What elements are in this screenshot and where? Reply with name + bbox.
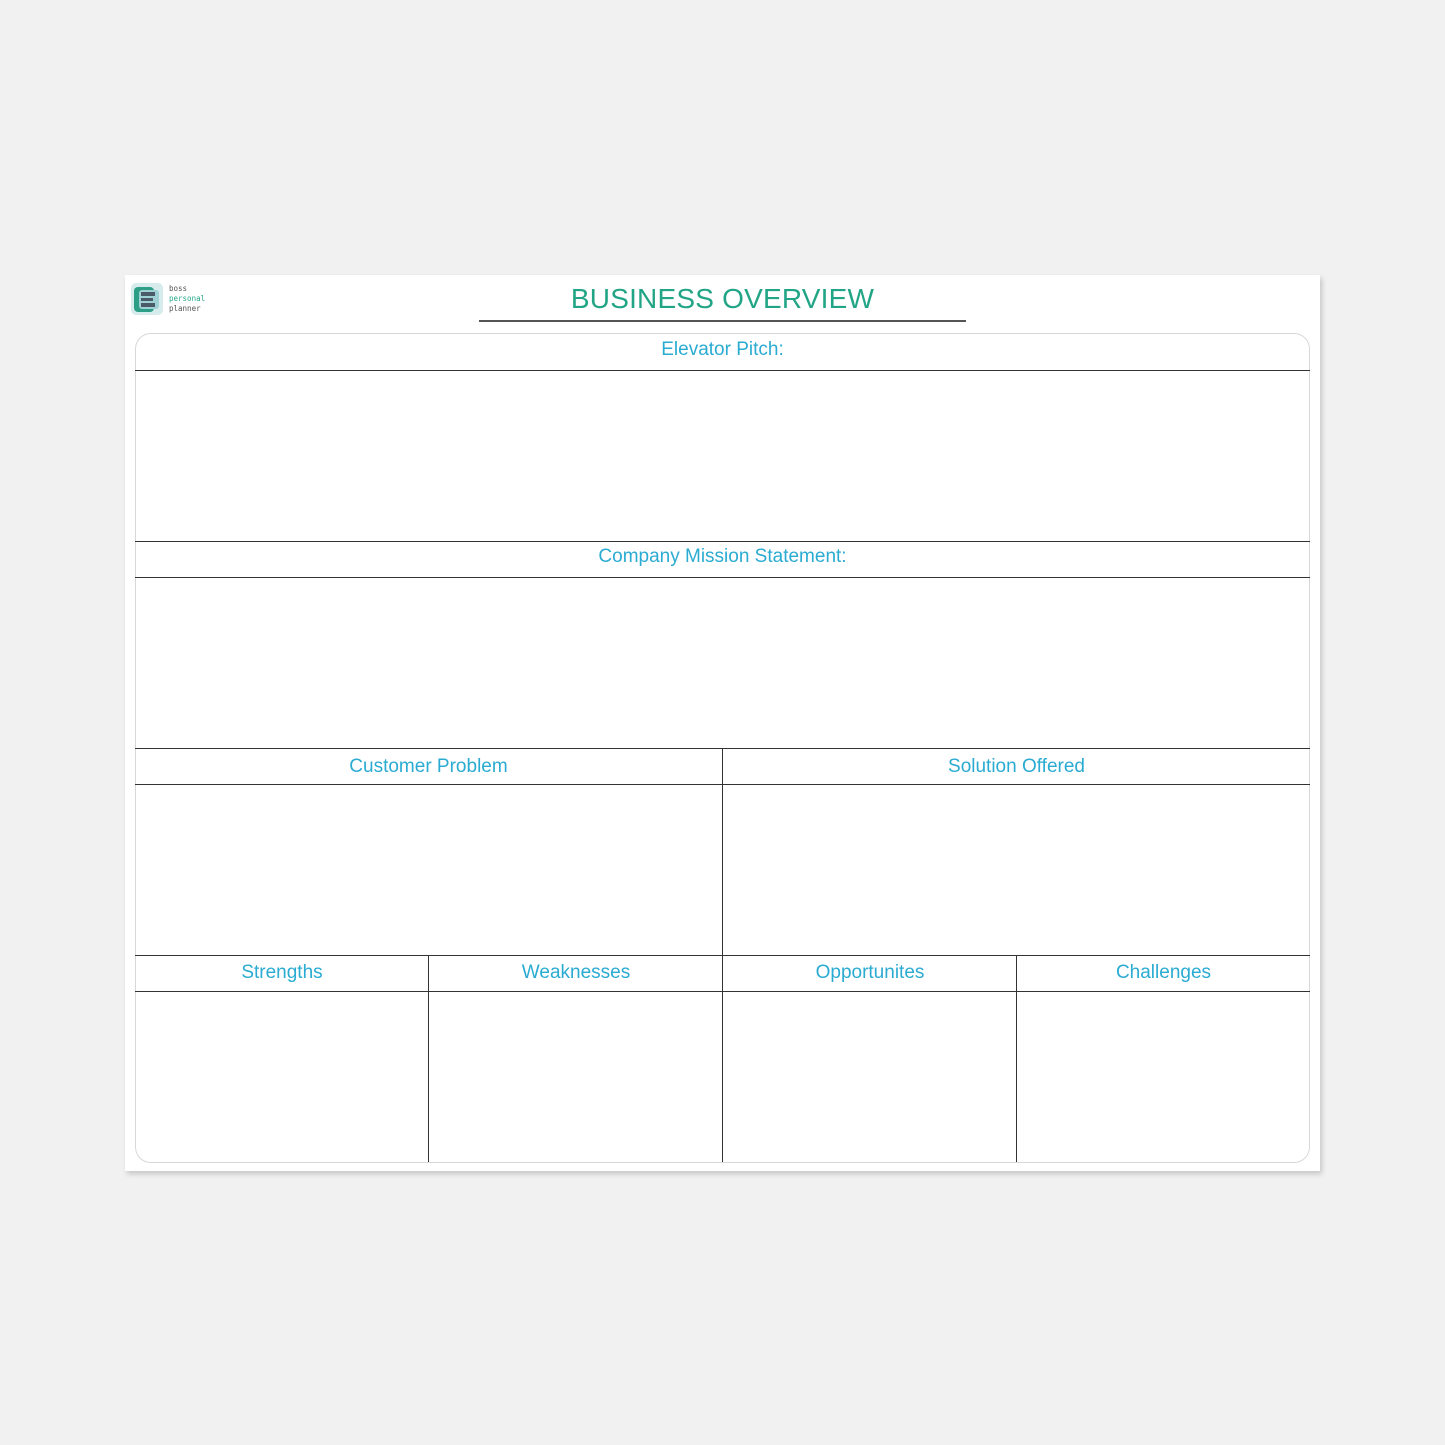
challenges-area[interactable] [1017,992,1309,1161]
solution-offered-area[interactable] [723,785,1310,955]
weaknesses-area[interactable] [429,992,722,1161]
elevator-pitch-label: Elevator Pitch: [661,339,784,360]
title-underline [479,320,966,322]
page-title: BUSINESS OVERVIEW [570,283,875,314]
opportunities-area[interactable] [723,992,1016,1161]
strengths-area[interactable] [135,992,428,1161]
customer-problem-area[interactable] [135,785,722,955]
weaknesses-label: Weaknesses [521,962,631,983]
elevator-pitch-area[interactable] [135,371,1310,540]
challenges-label: Challenges [1115,962,1212,983]
logo-line-1: boss [169,284,188,293]
opportunities-label: Opportunites [815,962,925,983]
logo-line-3: planner [169,304,201,313]
planner-sheet [125,275,1320,1171]
strengths-label: Strengths [241,962,323,983]
customer-problem-label: Customer Problem [349,756,508,777]
solution-offered-label: Solution Offered [948,756,1085,777]
logo-line-2: personal [169,294,206,303]
mission-statement-label: Company Mission Statement: [598,546,847,567]
mission-statement-area[interactable] [135,578,1310,747]
